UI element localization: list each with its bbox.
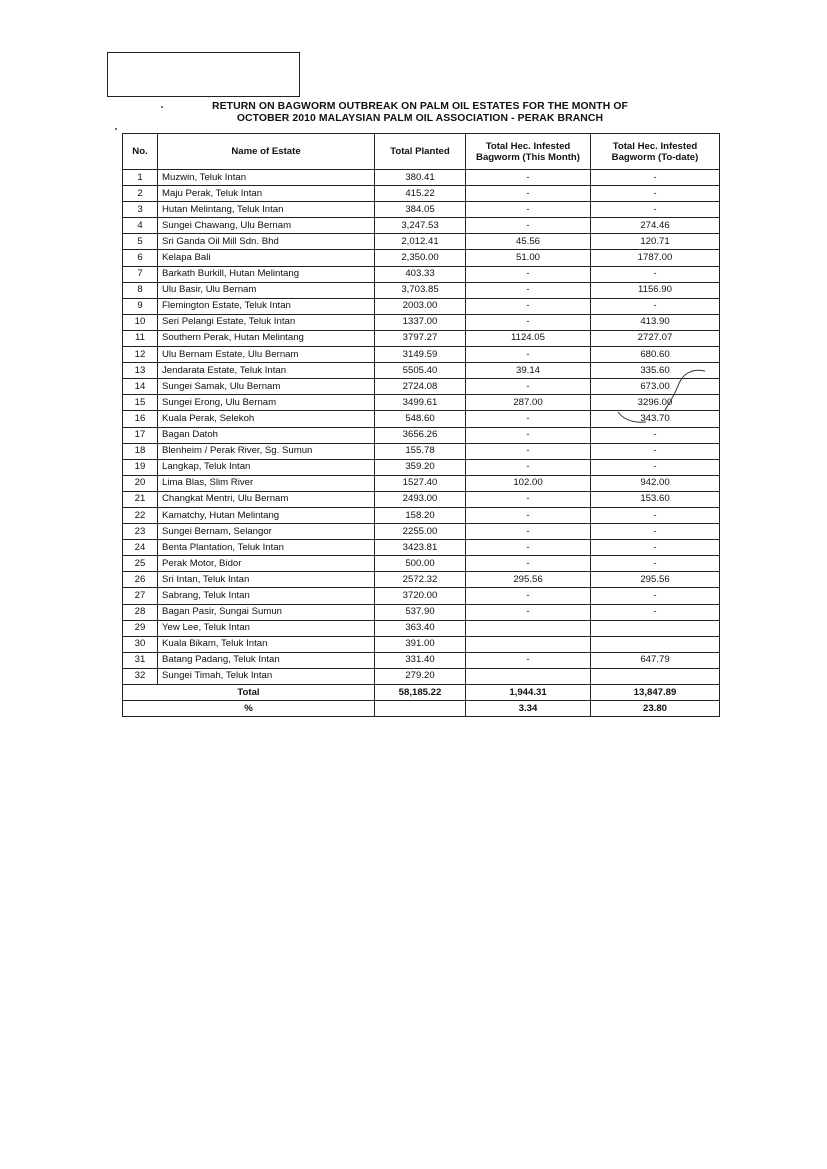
- infested-this-month: -: [466, 540, 591, 556]
- percent-this-month: 3.34: [466, 701, 591, 717]
- header-planted: Total Planted: [375, 134, 466, 170]
- infested-this-month: 1124.05: [466, 330, 591, 346]
- total-planted: 158.20: [375, 507, 466, 523]
- infested-this-month: 39.14: [466, 363, 591, 379]
- infested-to-date: 120.71: [591, 234, 720, 250]
- estate-name: Flemington Estate, Teluk Intan: [158, 298, 375, 314]
- estate-name: Perak Motor, Bidor: [158, 556, 375, 572]
- table-row: [123, 347, 720, 363]
- table-row: [123, 620, 720, 636]
- row-number: 20: [123, 475, 158, 491]
- infested-this-month: 295.56: [466, 572, 591, 588]
- table-row: [123, 314, 720, 330]
- total-planted: 3656.26: [375, 427, 466, 443]
- row-number: 28: [123, 604, 158, 620]
- estate-name: Batang Padang, Teluk Intan: [158, 652, 375, 668]
- table-row: [123, 363, 720, 379]
- infested-to-date: -: [591, 427, 720, 443]
- table-row: [123, 636, 720, 652]
- total-planted: 359.20: [375, 459, 466, 475]
- table-row: [123, 652, 720, 668]
- row-number: 17: [123, 427, 158, 443]
- infested-this-month: -: [466, 298, 591, 314]
- estate-name: Sungei Erong, Ulu Bernam: [158, 395, 375, 411]
- infested-this-month: -: [466, 411, 591, 427]
- estate-name: Bagan Pasir, Sungai Sumun: [158, 604, 375, 620]
- infested-to-date: -: [591, 507, 720, 523]
- row-number: 1: [123, 170, 158, 186]
- total-planted: 415.22: [375, 186, 466, 202]
- row-number: 13: [123, 363, 158, 379]
- infested-to-date: [591, 668, 720, 684]
- row-number: 10: [123, 314, 158, 330]
- total-planted: 3499.61: [375, 395, 466, 411]
- total-planted: 3720.00: [375, 588, 466, 604]
- row-number: 31: [123, 652, 158, 668]
- total-planted: 403.33: [375, 266, 466, 282]
- total-planted: 391.00: [375, 636, 466, 652]
- estate-name: Changkat Mentri, Ulu Bernam: [158, 491, 375, 507]
- total-planted: 2003.00: [375, 298, 466, 314]
- total-planted: 1527.40: [375, 475, 466, 491]
- header-no: No.: [123, 134, 158, 170]
- blank-header-box: [107, 52, 300, 97]
- infested-to-date: 2727.07: [591, 330, 720, 346]
- table-row: [123, 524, 720, 540]
- total-planted: 3149.59: [375, 347, 466, 363]
- infested-this-month: -: [466, 588, 591, 604]
- estate-name: Ulu Bernam Estate, Ulu Bernam: [158, 347, 375, 363]
- row-number: 7: [123, 266, 158, 282]
- estate-name: Seri Pelangi Estate, Teluk Intan: [158, 314, 375, 330]
- row-number: 18: [123, 443, 158, 459]
- total-planted: 2,012.41: [375, 234, 466, 250]
- total-planted: 363.40: [375, 620, 466, 636]
- infested-to-date: 295.56: [591, 572, 720, 588]
- infested-to-date: 673.00: [591, 379, 720, 395]
- estate-name: Benta Plantation, Teluk Intan: [158, 540, 375, 556]
- infested-this-month: -: [466, 202, 591, 218]
- estate-name: Kelapa Bali: [158, 250, 375, 266]
- header-to-date: Total Hec. Infested Bagworm (To-date): [591, 134, 720, 170]
- infested-to-date: -: [591, 443, 720, 459]
- infested-this-month: -: [466, 443, 591, 459]
- estate-name: Sungei Timah, Teluk Intan: [158, 668, 375, 684]
- table-row: [123, 218, 720, 234]
- infested-to-date: 1156.90: [591, 282, 720, 298]
- table-row: [123, 411, 720, 427]
- infested-this-month: 287.00: [466, 395, 591, 411]
- table-row: [123, 395, 720, 411]
- table-row: [123, 588, 720, 604]
- row-number: 19: [123, 459, 158, 475]
- row-number: 32: [123, 668, 158, 684]
- row-number: 29: [123, 620, 158, 636]
- total-planted: 2,350.00: [375, 250, 466, 266]
- row-number: 5: [123, 234, 158, 250]
- table-row: [123, 459, 720, 475]
- infested-to-date: -: [591, 588, 720, 604]
- infested-to-date: 343.70: [591, 411, 720, 427]
- title-line-1: RETURN ON BAGWORM OUTBREAK ON PALM OIL ESTATES FOR THE MONTH OF: [212, 101, 628, 112]
- estate-name: Maju Perak, Teluk Intan: [158, 186, 375, 202]
- infested-to-date: -: [591, 298, 720, 314]
- infested-to-date: -: [591, 540, 720, 556]
- infested-this-month: [466, 636, 591, 652]
- infested-this-month: -: [466, 652, 591, 668]
- infested-this-month: 51.00: [466, 250, 591, 266]
- total-planted: 279.20: [375, 668, 466, 684]
- table-row: [123, 298, 720, 314]
- total-planted: 500.00: [375, 556, 466, 572]
- row-number: 9: [123, 298, 158, 314]
- infested-to-date: 1787.00: [591, 250, 720, 266]
- row-number: 8: [123, 282, 158, 298]
- percent-row: [123, 701, 720, 717]
- total-planted: 331.40: [375, 652, 466, 668]
- total-planted: 5505.40: [375, 363, 466, 379]
- row-number: 15: [123, 395, 158, 411]
- infested-to-date: -: [591, 524, 720, 540]
- estate-name: Bagan Datoh: [158, 427, 375, 443]
- total-row: [123, 685, 720, 701]
- total-planted: 2724.08: [375, 379, 466, 395]
- percent-label: %: [123, 701, 375, 717]
- scan-speck: [161, 106, 163, 108]
- row-number: 2: [123, 186, 158, 202]
- table-row: [123, 186, 720, 202]
- total-to-date: 13,847.89: [591, 685, 720, 701]
- infested-this-month: -: [466, 427, 591, 443]
- row-number: 25: [123, 556, 158, 572]
- table-row: [123, 282, 720, 298]
- infested-this-month: 45.56: [466, 234, 591, 250]
- total-planted: 380.41: [375, 170, 466, 186]
- header-name: Name of Estate: [158, 134, 375, 170]
- estate-name: Hutan Melintang, Teluk Intan: [158, 202, 375, 218]
- row-number: 21: [123, 491, 158, 507]
- infested-this-month: -: [466, 379, 591, 395]
- infested-to-date: 3296.00: [591, 395, 720, 411]
- infested-to-date: -: [591, 170, 720, 186]
- infested-this-month: -: [466, 282, 591, 298]
- infested-to-date: 274.46: [591, 218, 720, 234]
- bagworm-report-table: [122, 133, 720, 717]
- row-number: 3: [123, 202, 158, 218]
- total-label: Total: [123, 685, 375, 701]
- infested-this-month: -: [466, 604, 591, 620]
- table-row: [123, 604, 720, 620]
- estate-name: Jendarata Estate, Teluk Intan: [158, 363, 375, 379]
- scan-speck: [115, 128, 117, 130]
- percent-to-date: 23.80: [591, 701, 720, 717]
- table-header-row: [123, 134, 720, 170]
- estate-name: Kuala Bikam, Teluk Intan: [158, 636, 375, 652]
- row-number: 22: [123, 507, 158, 523]
- estate-name: Ulu Basir, Ulu Bernam: [158, 282, 375, 298]
- row-number: 4: [123, 218, 158, 234]
- total-planted: 548.60: [375, 411, 466, 427]
- table-row: [123, 250, 720, 266]
- total-planted: 3,703.85: [375, 282, 466, 298]
- infested-this-month: -: [466, 170, 591, 186]
- table-row: [123, 379, 720, 395]
- row-number: 27: [123, 588, 158, 604]
- infested-to-date: 647.79: [591, 652, 720, 668]
- estate-name: Barkath Burkill, Hutan Melintang: [158, 266, 375, 282]
- estate-name: Langkap, Teluk Intan: [158, 459, 375, 475]
- infested-to-date: [591, 620, 720, 636]
- table-row: [123, 491, 720, 507]
- total-planted: 2255.00: [375, 524, 466, 540]
- infested-this-month: -: [466, 491, 591, 507]
- estate-name: Sabrang, Teluk Intan: [158, 588, 375, 604]
- table-row: [123, 540, 720, 556]
- total-planted: 537.90: [375, 604, 466, 620]
- percent-planted: [375, 701, 466, 717]
- row-number: 11: [123, 330, 158, 346]
- estate-name: Muzwin, Teluk Intan: [158, 170, 375, 186]
- header-this-month: Total Hec. Infested Bagworm (This Month): [466, 134, 591, 170]
- total-planted: 3797.27: [375, 330, 466, 346]
- infested-this-month: -: [466, 556, 591, 572]
- infested-to-date: 335.60: [591, 363, 720, 379]
- table-row: [123, 170, 720, 186]
- estate-name: Kuala Perak, Selekoh: [158, 411, 375, 427]
- infested-to-date: [591, 636, 720, 652]
- estate-name: Blenheim / Perak River, Sg. Sumun: [158, 443, 375, 459]
- row-number: 26: [123, 572, 158, 588]
- table-row: [123, 202, 720, 218]
- table-row: [123, 330, 720, 346]
- infested-this-month: -: [466, 507, 591, 523]
- row-number: 24: [123, 540, 158, 556]
- estate-name: Sungei Bernam, Selangor: [158, 524, 375, 540]
- infested-to-date: 413.90: [591, 314, 720, 330]
- row-number: 30: [123, 636, 158, 652]
- estate-name: Sungei Samak, Ulu Bernam: [158, 379, 375, 395]
- infested-to-date: -: [591, 186, 720, 202]
- infested-this-month: 102.00: [466, 475, 591, 491]
- estate-name: Sri Intan, Teluk Intan: [158, 572, 375, 588]
- table-row: [123, 572, 720, 588]
- estate-name: Sungei Chawang, Ulu Bernam: [158, 218, 375, 234]
- infested-to-date: 942.00: [591, 475, 720, 491]
- total-this-month: 1,944.31: [466, 685, 591, 701]
- table-row: [123, 427, 720, 443]
- total-planted: 1337.00: [375, 314, 466, 330]
- infested-to-date: -: [591, 202, 720, 218]
- infested-to-date: -: [591, 604, 720, 620]
- table-row: [123, 443, 720, 459]
- infested-this-month: -: [466, 218, 591, 234]
- table-row: [123, 556, 720, 572]
- estate-name: Kamatchy, Hutan Melintang: [158, 507, 375, 523]
- total-planted: 2493.00: [375, 491, 466, 507]
- table-row: [123, 507, 720, 523]
- estate-name: Sri Ganda Oil Mill Sdn. Bhd: [158, 234, 375, 250]
- infested-this-month: -: [466, 459, 591, 475]
- infested-to-date: 680.60: [591, 347, 720, 363]
- row-number: 14: [123, 379, 158, 395]
- estate-name: Yew Lee, Teluk Intan: [158, 620, 375, 636]
- infested-this-month: -: [466, 314, 591, 330]
- title-line-2: OCTOBER 2010 MALAYSIAN PALM OIL ASSOCIATION - PERAK BRANCH: [236, 113, 604, 124]
- infested-this-month: -: [466, 186, 591, 202]
- infested-to-date: 153.60: [591, 491, 720, 507]
- table-row: [123, 266, 720, 282]
- total-planted: 3,247.53: [375, 218, 466, 234]
- infested-to-date: -: [591, 556, 720, 572]
- estate-name: Southern Perak, Hutan Melintang: [158, 330, 375, 346]
- row-number: 23: [123, 524, 158, 540]
- infested-to-date: -: [591, 266, 720, 282]
- infested-this-month: [466, 620, 591, 636]
- table-row: [123, 475, 720, 491]
- row-number: 16: [123, 411, 158, 427]
- total-planted: 384.05: [375, 202, 466, 218]
- total-planted: 3423.81: [375, 540, 466, 556]
- row-number: 12: [123, 347, 158, 363]
- infested-this-month: -: [466, 524, 591, 540]
- total-planted: 155.78: [375, 443, 466, 459]
- table-row: [123, 234, 720, 250]
- infested-to-date: -: [591, 459, 720, 475]
- report-title: [150, 101, 690, 125]
- infested-this-month: -: [466, 266, 591, 282]
- row-number: 6: [123, 250, 158, 266]
- table-row: [123, 668, 720, 684]
- infested-this-month: -: [466, 347, 591, 363]
- infested-this-month: [466, 668, 591, 684]
- total-planted: 2572.32: [375, 572, 466, 588]
- total-planted: 58,185.22: [375, 685, 466, 701]
- estate-name: Lima Blas, Slim River: [158, 475, 375, 491]
